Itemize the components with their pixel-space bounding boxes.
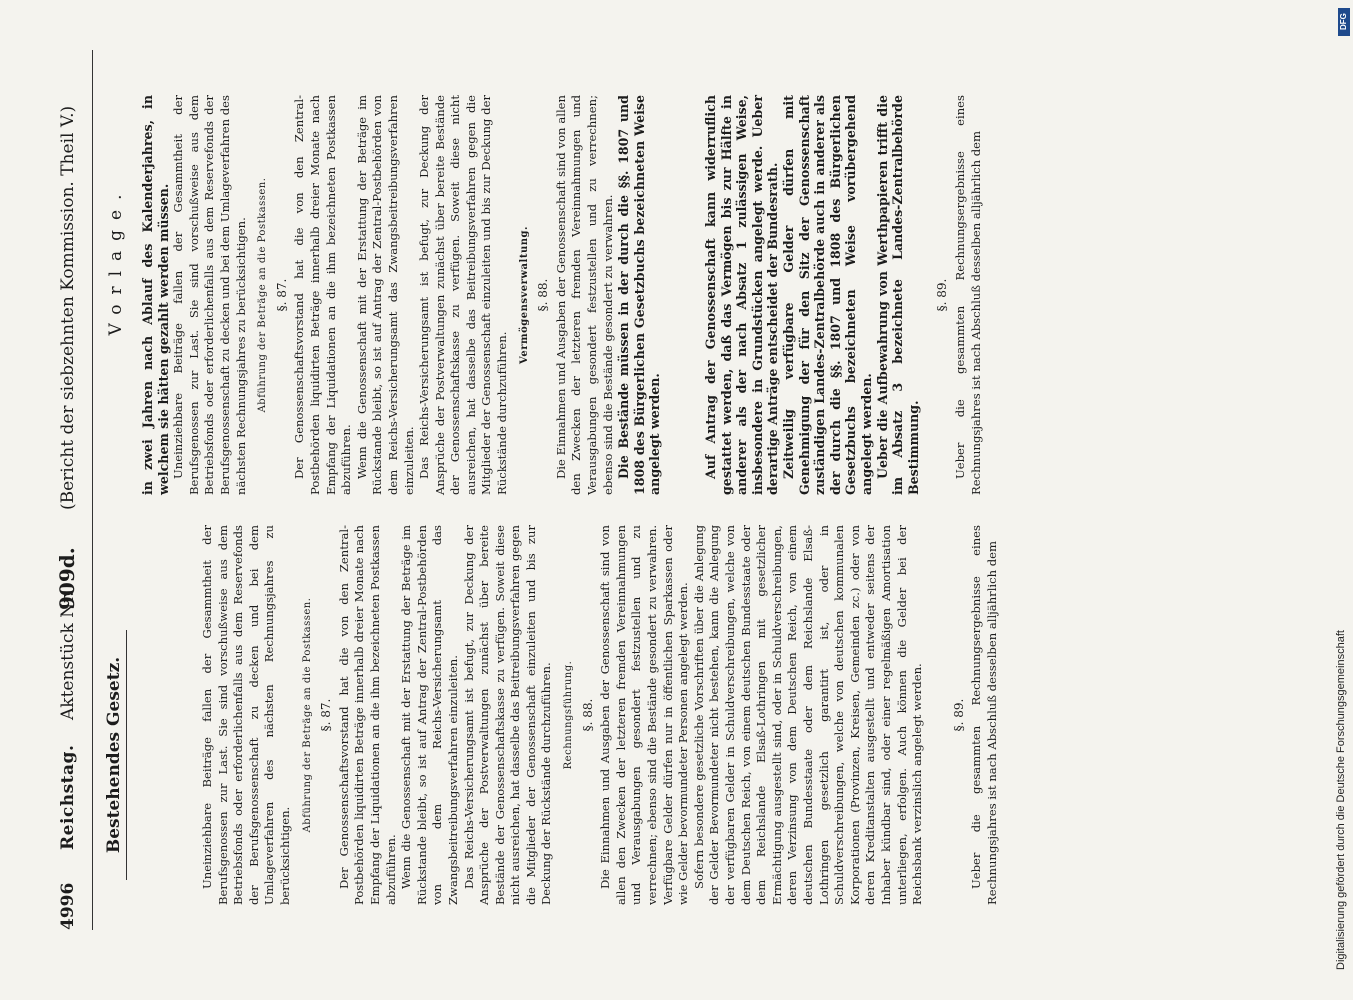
right-section-87: §. 87.	[274, 278, 289, 312]
right-paragraph-88a-bold: Die Bestände müssen in der durch die §§. 1807 und 1808 des Bürgerlichen Gesetzbuchs bezeichneten Weise angelegt werden.	[616, 95, 663, 495]
digitization-note: Digitalisierung gefördert durch die Deutsche Forschungsgemeinschaft	[1335, 630, 1347, 970]
right-paragraph-88d: Ueber die Aufbewahrung von Werthpapieren trifft die im Absatz 3 bezeichnete Landes-Zentralbehörde Bestimmung.	[874, 95, 921, 495]
header-akten-number: 909d.	[55, 547, 79, 610]
right-paragraph-87a: Der Genossenschaftsvorstand hat die von den Zentral-Postbehörden liquidirten Beträge innerhalb dreier Monate nach Empfang der Liquidationen an die ihm bezeichneten Postkassen abzuführen.	[292, 95, 354, 495]
right-heading-vermoegen: Vermögensverwaltung.	[518, 226, 530, 364]
left-paragraph-87b: Wenn die Genossenschaft mit der Erstattung der Beträge im Rückstande bleibt, so ist auf Antrag der Zentral-Postbehörden von dem Reichs-Versicherungsamt das Zwangsbeitreibungsverfahren einzuleiten.	[399, 525, 460, 905]
right-column-title: Vorlage.	[106, 184, 126, 336]
right-paragraph-87c: Das Reichs-Versicherungsamt ist befugt, zur Deckung der Ansprüche der Postverwaltungen zunächst über bereite Bestände der Genossenschaftskasse zu verfügen. Soweit diese nicht ausreichen, hat dasselbe das Beitreibungsverfahren gegen die Mitglieder der Genossenschaft einzuleiten und bis zur Deckung der Rückstände durchzuführen.	[417, 95, 510, 495]
right-paragraph-1: Uneinziehbare Beiträge fallen der Gesammtheit der Berufsgenossen zur Last. Sie sind vorschußweise aus dem Betriebsfonds oder erforderlichenfalls aus dem Reservefonds der Berufsgenossenschaft zu decken und bei dem Umlageverfahren des nächsten Rechnungsjahres zu berücksichtigen.	[171, 95, 248, 495]
right-heading-abfuehrung: Abführung der Beträge an die Postkassen.	[257, 177, 269, 413]
header-bericht: (Bericht der siebzehnten Kommission. Theil V.)	[58, 105, 78, 510]
left-paragraph-1: Uneinziehbare Beiträge fallen der Gesammtheit der Berufsgenossen zur Last. Sie sind vorschußweise aus dem Betriebsfonds oder erforderlichenfalls aus dem Reservefonds der Berufsgenossenschaft zu decken und bei dem Umlageverfahren des nächsten Rechnungsjahres zu berücksichtigen.	[200, 525, 292, 905]
header-aktenstueck: Aktenstück Nr.	[58, 591, 78, 720]
page-number: 4996	[58, 882, 78, 930]
dfg-logo: DFG	[1338, 8, 1350, 36]
right-paragraph-0: in zwei Jahren nach Ablauf des Kalenderjahres, in welchem sie hätten gezahlt werden müssen.	[140, 95, 171, 495]
left-section-88: §. 88.	[580, 698, 595, 732]
right-paragraph-87b: Wenn die Genossenschaft mit der Erstattung der Beträge im Rückstande bleibt, so ist auf Antrag der Zentral-Postbehörden von dem Reichs-Versicherungsamt das Zwangsbeitreibungsverfahren einzuleiten.	[354, 95, 416, 495]
left-column-text	[200, 525, 1001, 905]
left-heading-rechnung: Rechnungsführung.	[563, 660, 575, 770]
left-section-89: §. 89.	[951, 698, 966, 732]
left-paragraph-88b: Sofern besondere gesetzliche Vorschriften über die Anlegung der Gelder Bevormundeter nicht bestehen, kann die Anlegung der verfügbaren Gelder in Schuldverschreibungen, welche von dem Deutschen Reich, von einem deutschen Bundesstaate oder dem Reichslande Elsaß-Lothringen mit gesetzlicher Ermächtigung ausgestellt sind, oder in Schuldverschreibungen, deren Verzinsung von dem Deutschen Reich, von einem deutschen Bundesstaate oder dem Reichslande Elsaß-Lothringen gesetzlich garantirt ist, oder in Schuldverschreibungen, welche von deutschen kommunalen Korporationen (Provinzen, Kreisen, Gemeinden zc.) oder von deren Kreditanstalten ausgestellt und entweder seitens der Inhaber kündbar sind, oder einer regelmäßigen Amortisation unterliegen, erfolgen. Auch können die Gelder bei der Reichsbank verzinslich angelegt werden.	[691, 525, 925, 905]
left-paragraph-87c: Das Reichs-Versicherungsamt ist befugt, zur Deckung der Ansprüche der Postverwaltungen zunächst über bereite Bestände der Genossenschaftskasse zu verfügen. Soweit diese nicht ausreichen, hat dasselbe das Beitreibungsverfahren gegen die Mitglieder der Genossenschaft einzuleiten und bis zur Deckung der Rückstände durchzuführen.	[461, 525, 554, 905]
header-rule	[92, 50, 93, 930]
right-section-88: §. 88.	[536, 278, 551, 312]
running-header	[55, 50, 88, 930]
right-paragraph-89: Ueber die gesammten Rechnungsergebnisse eines Rechnungsjahres ist nach Abschluß desselben alljährlich dem	[952, 95, 983, 495]
digitization-strip	[1335, 0, 1353, 1000]
header-reichstag: Reichstag.	[58, 744, 78, 850]
left-heading-abfuehrung: Abführung der Beträge an die Postkassen.	[301, 597, 313, 833]
left-column-title: Bestehendes Gesetz.	[104, 630, 127, 880]
right-section-89: §. 89.	[935, 278, 950, 312]
right-paragraph-88b: Auf Antrag der Genossenschaft kann widerruflich gestattet werden, daß das Vermögen bis zur Hälfte in anderer als der nach Absatz 1 zulässigen Weise, insbesondere in Grundstücken angelegt werde. Ueber derartige Anträge entscheidet der Bundesrath.	[703, 95, 781, 495]
right-paragraph-88a: Die Einnahmen und Ausgaben der Genossenschaft sind von allen den Zwecken der letzteren fremden Vereinnahmungen und Verausgabungen gesondert festzustellen und zu verrechnen; ebenso sind die Bestände gesondert zu verwahren.	[553, 95, 615, 495]
left-paragraph-89: Ueber die gesammten Rechnungsergebnisse eines Rechnungsjahres ist nach Abschluß desselben alljährlich dem	[969, 525, 999, 905]
left-section-87: §. 87.	[319, 698, 334, 732]
left-paragraph-88a: Die Einnahmen und Ausgaben der Genossenschaft sind von allen den Zwecken der letzteren fremden Vereinnahmungen und Verausgabungen gesondert festzustellen und zu verrechnen; ebenso sind die Bestände gesondert zu verwahren. Verfügbare Gelder dürfen nur in öffentlichen Sparkassen oder wie Gelder bevormundeter Personen angelegt werden.	[598, 525, 691, 905]
right-paragraph-88c: Zeitweilig verfügbare Gelder dürfen mit Genehmigung der für den Sitz der Genossenschaft zuständigen Landes-Zentralbehörde auch in anderer als der durch die §§. 1807 und 1808 des Bürgerlichen Gesetzbuchs bezeichneten Weise vorübergehend angelegt werden.	[780, 95, 874, 495]
right-column-text	[140, 95, 984, 495]
left-paragraph-87a: Der Genossenschaftsvorstand hat die von den Zentral-Postbehörden liquidirten Beträge innerhalb dreier Monate nach Empfang der Liquidationen an die ihm bezeichneten Postkassen abzuführen.	[336, 525, 398, 905]
